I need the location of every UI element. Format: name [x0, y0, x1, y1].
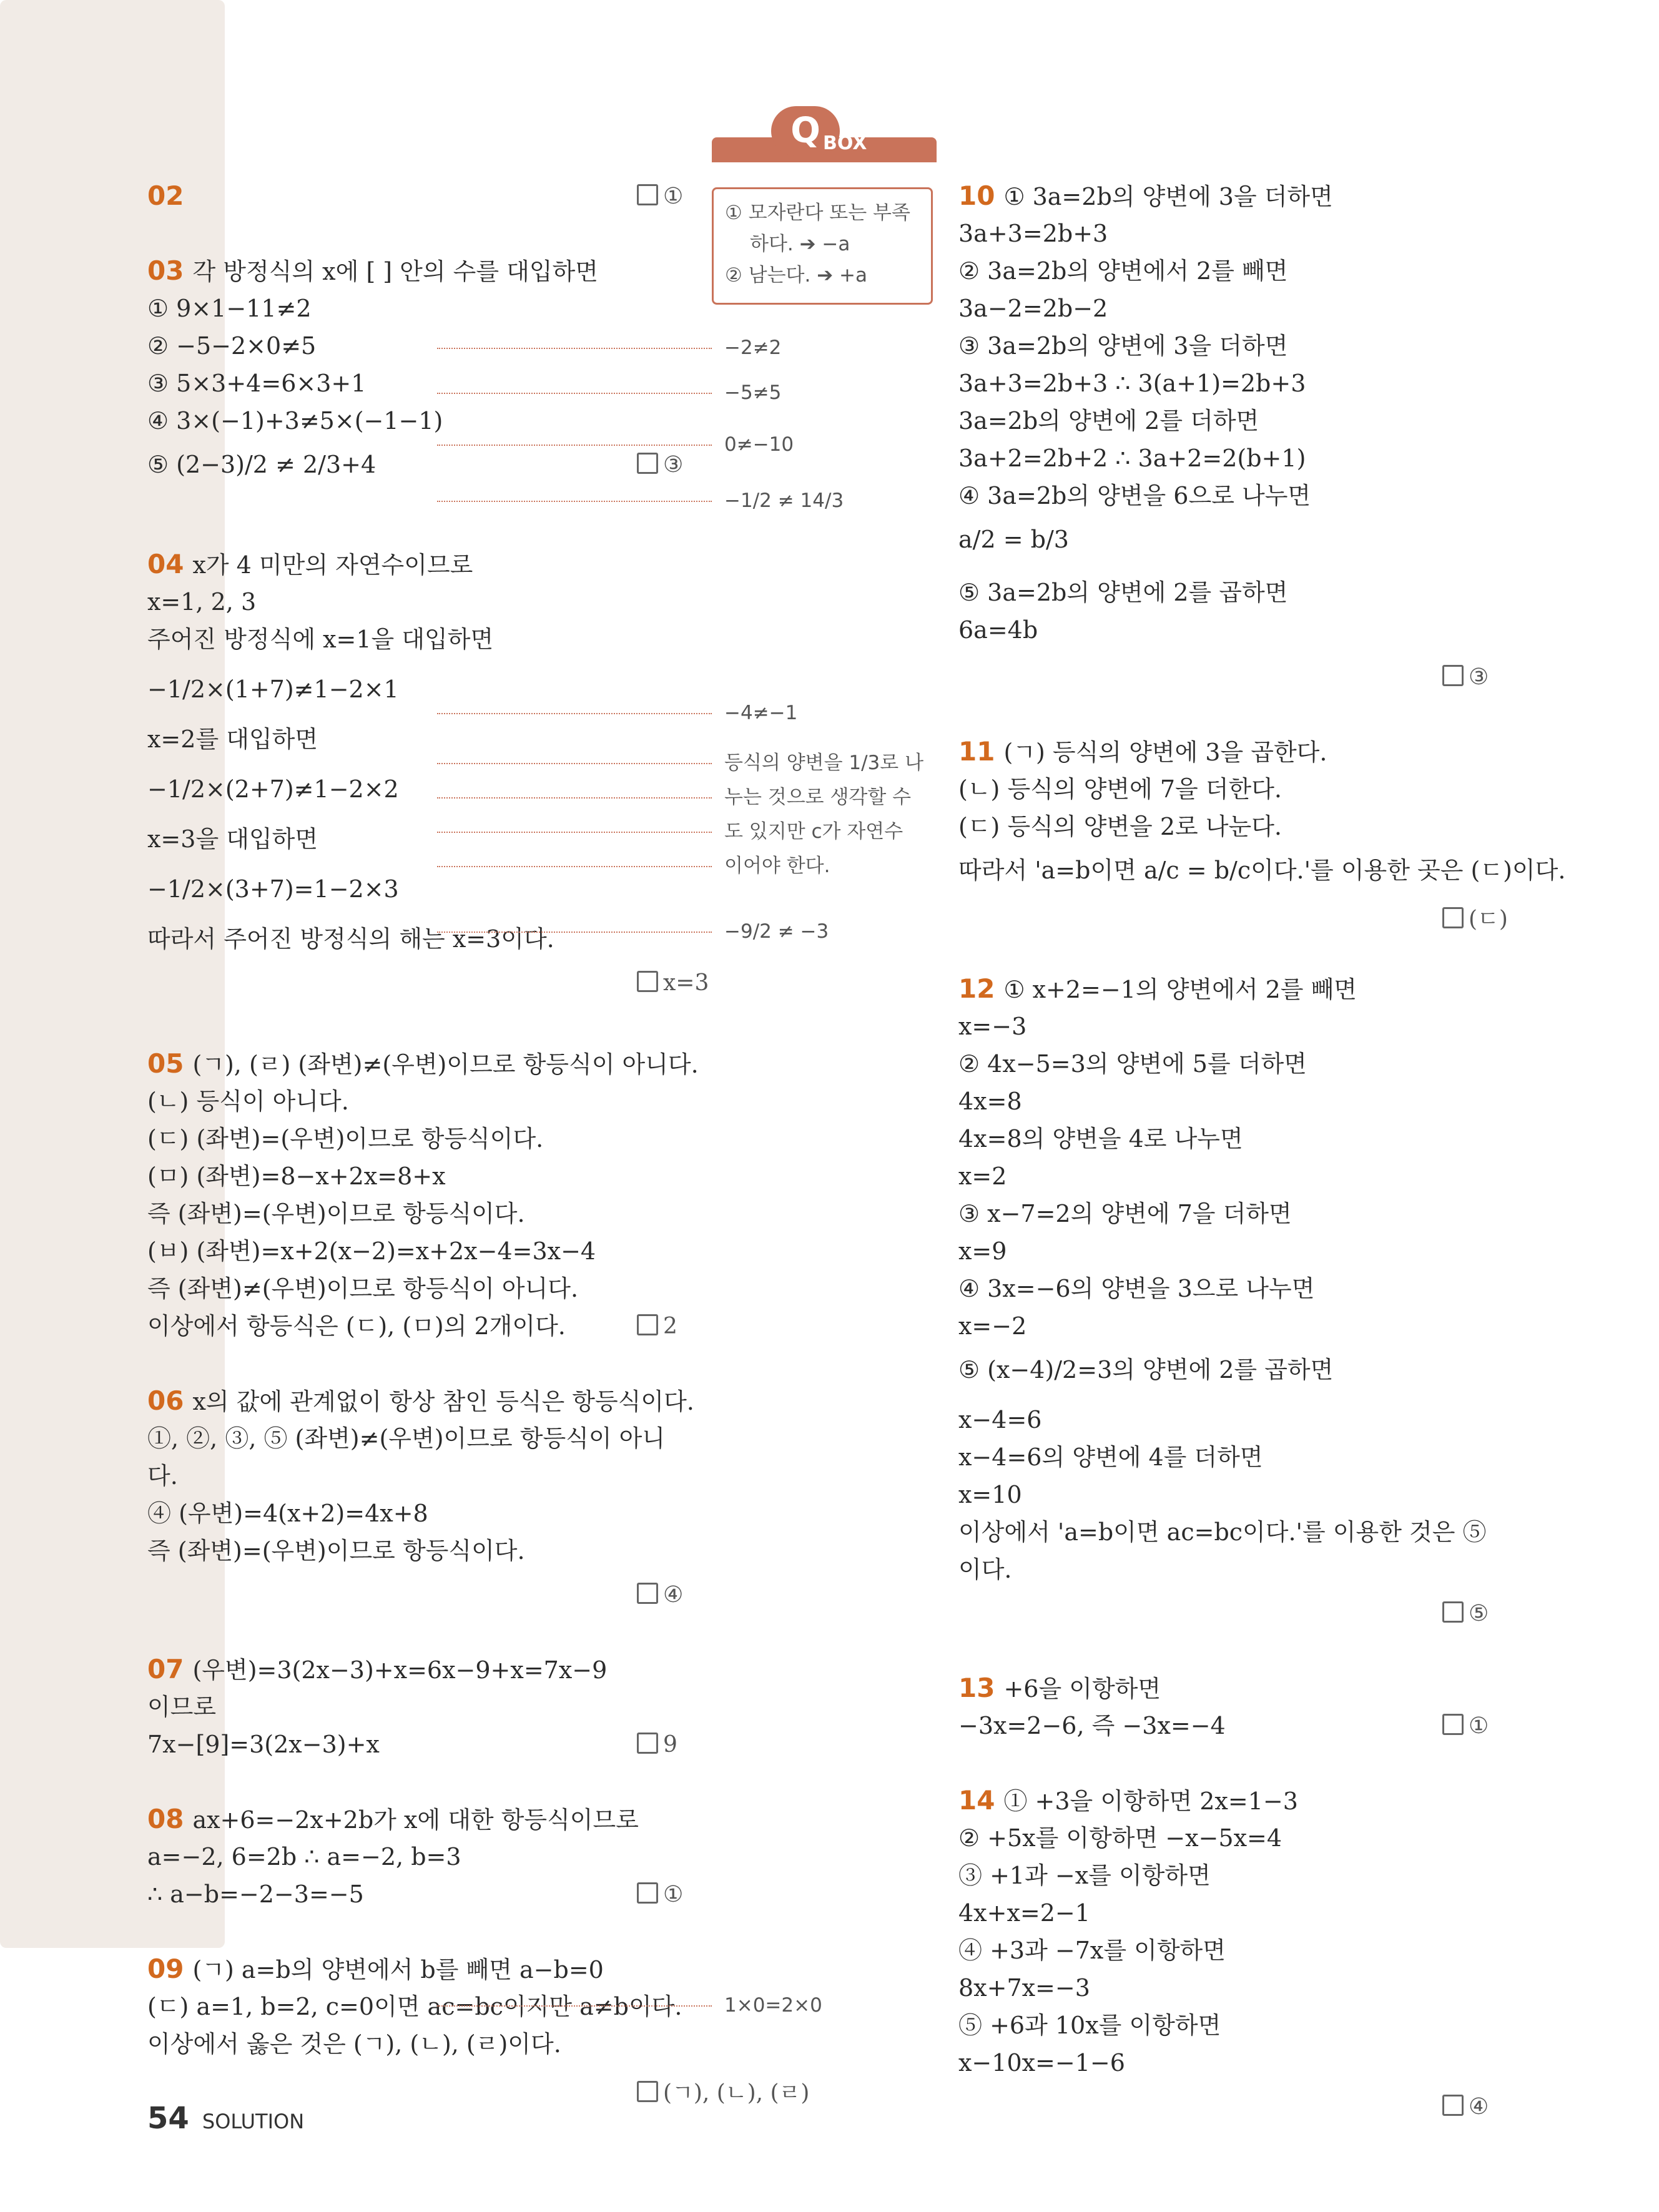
answer-value: ④	[663, 1582, 684, 1608]
left-line	[147, 549, 473, 580]
solution-text: 주어진 방정식에 x=1을 대입하면	[147, 626, 494, 653]
right-line	[958, 368, 1306, 398]
answer-icon	[637, 2081, 658, 2102]
qbox-q-badge: Q	[771, 106, 840, 156]
right-line	[958, 1311, 1026, 1341]
left-line	[147, 1692, 216, 1722]
solution-text: ③ x−7=2의 양변에 7을 더하면	[958, 1200, 1292, 1227]
page-footer	[147, 2101, 304, 2136]
right-line	[958, 1442, 1263, 1472]
left-line	[147, 1274, 578, 1304]
answer-value: 9	[663, 1732, 677, 1757]
right-line	[958, 812, 1282, 842]
solution-text: ⑤ 3a=2b의 양변에 2를 곱하면	[958, 579, 1288, 606]
solution-text: 즉 (좌변)=(우변)이므로 항등식이다.	[147, 1200, 525, 1227]
left-line	[147, 1461, 178, 1491]
left-line	[147, 1498, 428, 1528]
left-line	[147, 774, 399, 804]
footer-label: SOLUTION	[202, 2110, 305, 2133]
left-line	[147, 256, 598, 287]
right-line	[958, 1861, 1211, 1890]
qbox-note: 1×0=2×0	[724, 1994, 822, 2017]
answer-value: ③	[1469, 664, 1489, 690]
right-line	[958, 1517, 1487, 1547]
right-line	[958, 331, 1287, 361]
right-line	[958, 1935, 1226, 1965]
right-line	[958, 181, 1333, 212]
solution-text: 7x−[9]=3(2x−3)+x	[147, 1731, 380, 1758]
solution-text: x=2	[958, 1163, 1007, 1190]
page-number: 54	[147, 2101, 189, 2136]
solution-text: (ㄴ) 등식이 아니다.	[147, 1088, 349, 1115]
right-line	[958, 293, 1108, 323]
problem-number: 11	[958, 736, 995, 767]
right-line	[958, 1786, 1298, 1816]
right-line	[958, 2048, 1125, 2078]
left-line	[147, 1992, 682, 2022]
solution-text: ∴ a−b=−2−3=−5	[147, 1880, 364, 1908]
solution-text: 다.	[147, 1462, 178, 1490]
solution-text: 3a−2=2b−2	[958, 295, 1108, 322]
solution-text: ①, ②, ③, ⑤ (좌변)≠(우변)이므로 항등식이 아니	[147, 1425, 666, 1452]
left-line	[147, 181, 192, 212]
solution-text: ④ 3x=−6의 양변을 3으로 나누면	[958, 1275, 1315, 1302]
answer-value: ①	[663, 184, 684, 209]
right-line	[958, 443, 1306, 473]
solution-text: ④ 3a=2b의 양변을 6으로 나누면	[958, 482, 1311, 509]
solution-text: −1/2×(1+7)≠1−2×1	[147, 676, 399, 703]
leader-dots	[437, 445, 712, 446]
solution-text: x의 값에 관계없이 항상 참인 등식은 항등식이다.	[192, 1388, 694, 1415]
left-line	[147, 874, 399, 904]
left-line	[147, 1536, 525, 1566]
answer-value: ④	[1469, 2094, 1489, 2120]
qbox-note: −9/2 ≠ −3	[724, 920, 829, 943]
left-line	[147, 450, 376, 479]
problem-number: 10	[958, 180, 995, 211]
problem-number: 06	[147, 1385, 184, 1416]
answer-icon	[1442, 1601, 1464, 1623]
solution-text: 이다.	[958, 1556, 1012, 1583]
solution-text: ② 4x−5=3의 양변에 5를 더하면	[958, 1050, 1307, 1078]
right-line	[958, 1480, 1022, 1510]
problem-number: 13	[958, 1673, 995, 1703]
right-line	[958, 1086, 1022, 1116]
problem-number: 14	[958, 1785, 995, 1816]
problem-number: 09	[147, 1954, 184, 1984]
problem-number: 04	[147, 549, 184, 579]
solution-text: x=9	[958, 1237, 1007, 1265]
qbox-note: 누는 것으로 생각할 수	[724, 786, 912, 809]
solution-text: (ㄱ) a=b의 양변에서 b를 빼면 a−b=0	[192, 1956, 604, 1983]
tip-line: ① 모자란다 또는 부족	[725, 202, 910, 224]
right-line	[958, 1124, 1243, 1154]
leader-dots	[437, 501, 712, 502]
solution-text: 이상에서 항등식은 (ㄷ), (ㅁ)의 2개이다.	[147, 1312, 566, 1340]
right-line	[958, 1405, 1041, 1435]
solution-text: a/2 = b/3	[958, 526, 1069, 553]
right-line	[958, 855, 1565, 885]
answer-icon	[637, 1314, 658, 1335]
solution-text: x−4=6	[958, 1406, 1042, 1433]
right-line	[958, 256, 1287, 286]
solution-text: ④ 3×(−1)+3≠5×(−1−1)	[147, 407, 443, 435]
left-line	[147, 824, 318, 854]
qbox-note: −5≠5	[724, 381, 782, 404]
right-line	[958, 774, 1282, 804]
right-line	[958, 1973, 1090, 2003]
answer-value: ①	[1469, 1713, 1489, 1739]
right-line	[958, 1161, 1007, 1191]
right-line	[958, 1355, 1333, 1385]
solution-text: x−4=6의 양변에 4를 더하면	[958, 1443, 1263, 1471]
answer-value: ⑤	[1469, 1601, 1489, 1626]
answer-mark	[637, 452, 683, 478]
solution-text: ① 9×1−11≠2	[147, 295, 312, 322]
answer-value: x=3	[663, 970, 709, 996]
qbox-note: 등식의 양변을 1/3로 나	[724, 752, 924, 774]
left-line	[147, 1049, 699, 1079]
left-line	[147, 293, 312, 323]
answer-icon	[1442, 907, 1464, 928]
right-line	[958, 737, 1327, 767]
problem-number: 07	[147, 1654, 184, 1684]
solution-text: ⑤ (x−4)/2=3의 양변에 2를 곱하면	[958, 1356, 1334, 1384]
answer-icon	[637, 453, 658, 474]
solution-text: x=1, 2, 3	[147, 588, 257, 616]
right-line	[958, 1555, 1012, 1585]
right-line	[958, 481, 1311, 511]
solution-text: 즉 (좌변)=(우변)이므로 항등식이다.	[147, 1537, 525, 1565]
solution-text: 6a=4b	[958, 616, 1038, 644]
right-line	[958, 615, 1038, 645]
solution-text: x−10x=−1−6	[958, 2049, 1125, 2077]
left-line	[147, 1124, 543, 1154]
leader-dots	[437, 713, 712, 714]
solution-text: 따라서 주어진 방정식의 해는 x=3이다.	[147, 925, 554, 953]
qbox-tip	[712, 187, 933, 305]
solution-text: 즉 (좌변)≠(우변)이므로 항등식이 아니다.	[147, 1275, 579, 1302]
solution-text: (ㅁ) (좌변)=8−x+2x=8+x	[147, 1163, 446, 1190]
solution-text: 3a+3=2b+3 ∴ 3(a+1)=2b+3	[958, 370, 1306, 397]
qbox-box-label: BOX	[823, 132, 867, 154]
answer-icon	[637, 1882, 658, 1904]
answer-value: (ㄷ)	[1469, 907, 1508, 932]
solution-text: ① +3을 이항하면 2x=1−3	[1003, 1787, 1298, 1815]
solution-text: (우변)=3(2x−3)+x=6x−9+x=7x−9	[192, 1656, 608, 1684]
solution-text: x=−3	[958, 1013, 1027, 1040]
solution-text: ① 3a=2b의 양변에 3을 더하면	[1003, 183, 1333, 210]
solution-text: (ㄷ) (좌변)=(우변)이므로 항등식이다.	[147, 1125, 544, 1153]
tip-line: ② 남는다. ➔ +a	[725, 264, 867, 287]
left-line	[147, 1386, 694, 1417]
solution-text: x=−2	[958, 1312, 1027, 1340]
problem-number: 08	[147, 1804, 184, 1834]
solution-text: +6을 이항하면	[1003, 1675, 1161, 1703]
solution-text: (ㄷ) 등식의 양변을 2로 나눈다.	[958, 813, 1282, 840]
right-line	[958, 1236, 1007, 1266]
solution-text: x=3을 대입하면	[147, 825, 318, 853]
solution-text: 이므로	[147, 1693, 217, 1721]
answer-mark	[637, 1582, 683, 1608]
right-line	[958, 524, 1069, 554]
left-line	[147, 406, 443, 436]
right-line	[958, 974, 1357, 1005]
leader-dots	[437, 348, 712, 349]
qbox-note: 이어야 한다.	[724, 855, 830, 877]
solution-text: 8x+7x=−3	[958, 1974, 1090, 2002]
solution-text: a=−2, 6=2b ∴ a=−2, b=3	[147, 1843, 461, 1870]
leader-dots	[437, 763, 712, 764]
solution-text: (ㄷ) a=1, b=2, c=0이면 ac=bc이지만 a≠b이다.	[147, 1993, 682, 2020]
leader-dots	[437, 832, 712, 833]
right-line	[958, 1898, 1090, 1928]
leader-dots	[437, 797, 712, 799]
solution-text: 3a+3=2b+3	[958, 220, 1108, 247]
solution-text: 이상에서 'a=b이면 ac=bc이다.'를 이용한 것은 ⑤	[958, 1518, 1487, 1546]
solution-text: −1/2×(3+7)=1−2×3	[147, 875, 399, 903]
problem-number: 12	[958, 973, 995, 1004]
left-line	[147, 1423, 665, 1453]
solution-text: x가 4 미만의 자연수이므로	[192, 551, 473, 579]
solution-text: (ㄱ), (ㄹ) (좌변)≠(우변)이므로 항등식이 아니다.	[192, 1051, 699, 1078]
answer-icon	[1442, 665, 1464, 686]
qbox-note: 도 있지만 c가 자연수	[724, 820, 903, 843]
qbox-header	[712, 106, 937, 162]
answer-mark	[1442, 1601, 1489, 1626]
solution-text: 4x=8	[958, 1088, 1022, 1115]
left-line	[147, 1311, 566, 1341]
answer-mark	[637, 1732, 677, 1757]
answer-mark	[637, 2075, 809, 2107]
left-line	[147, 331, 316, 361]
right-line	[958, 1049, 1307, 1079]
problem-number: 02	[147, 180, 184, 211]
solution-text: ④ (우변)=4(x+2)=4x+8	[147, 1500, 428, 1527]
right-line	[958, 1274, 1314, 1304]
left-line	[147, 1199, 525, 1229]
qbox-note: 0≠−10	[724, 433, 794, 456]
solution-text: 3a=2b의 양변에 2를 더하면	[958, 407, 1259, 435]
right-line	[958, 1823, 1282, 1853]
solution-text: x=10	[958, 1481, 1022, 1508]
answer-icon	[1442, 2095, 1464, 2116]
right-line	[958, 219, 1108, 248]
problem-number: 03	[147, 255, 184, 286]
right-line	[958, 578, 1287, 607]
answer-mark	[637, 970, 709, 996]
answer-mark	[637, 1882, 683, 1907]
left-line	[147, 1804, 639, 1835]
answer-value: ③	[663, 452, 684, 478]
leader-dots	[437, 393, 712, 394]
leader-dots	[437, 866, 712, 867]
solution-text: (ㅂ) (좌변)=x+2(x−2)=x+2x−4=3x−4	[147, 1237, 596, 1265]
left-line	[147, 1729, 380, 1759]
solution-text: ③ 3a=2b의 양변에 3을 더하면	[958, 332, 1288, 360]
problem-number: 05	[147, 1048, 184, 1079]
solution-text: 따라서 'a=b이면 a/c = b/c이다.'를 이용한 곳은 (ㄷ)이다.	[958, 857, 1566, 884]
solution-text: −3x=2−6, 즉 −3x=−4	[958, 1712, 1226, 1739]
answer-value: (ㄱ), (ㄴ), (ㄹ)	[663, 2080, 810, 2106]
solution-text: ③ +1과 −x를 이항하면	[958, 1862, 1211, 1889]
answer-mark	[637, 1314, 677, 1339]
solution-text: ③ 5×3+4=6×3+1	[147, 370, 367, 397]
qbox-note: −1/2 ≠ 14/3	[724, 489, 844, 512]
solution-text: ② −5−2×0≠5	[147, 332, 317, 360]
left-line	[147, 1654, 607, 1685]
left-line	[147, 924, 554, 954]
solution-text: ④ +3과 −7x를 이항하면	[958, 1937, 1226, 1964]
answer-icon	[1442, 1714, 1464, 1735]
answer-mark	[1442, 902, 1508, 933]
answer-icon	[637, 1733, 658, 1754]
solution-text: ax+6=−2x+2b가 x에 대한 항등식이므로	[192, 1806, 639, 1834]
answer-icon	[637, 1583, 658, 1604]
solution-text: ② 3a=2b의 양변에서 2를 빼면	[958, 257, 1288, 285]
leader-dots	[437, 2005, 712, 2007]
right-line	[958, 406, 1259, 436]
solution-text: ⑤ +6과 10x를 이항하면	[958, 2012, 1221, 2039]
leader-dots	[437, 931, 712, 933]
solution-text: (ㄱ) 등식의 양변에 3을 곱한다.	[1003, 739, 1327, 766]
right-line	[958, 1673, 1161, 1704]
solution-text: 각 방정식의 x에 [ ] 안의 수를 대입하면	[192, 258, 599, 285]
left-line	[147, 587, 256, 617]
solution-text: ⑤ (2−3)/2 ≠ 2/3+4	[147, 451, 377, 478]
answer-mark	[1442, 2094, 1489, 2120]
left-line	[147, 724, 318, 754]
answer-icon	[637, 971, 658, 992]
qbox-note: −4≠−1	[724, 702, 798, 724]
left-line	[147, 368, 366, 398]
answer-value: ①	[663, 1882, 684, 1907]
solution-text: 4x=8의 양변을 4로 나누면	[958, 1125, 1243, 1153]
answer-mark	[1442, 1713, 1489, 1739]
left-line	[147, 2029, 561, 2059]
solution-text: 3a+2=2b+2 ∴ 3a+2=2(b+1)	[958, 445, 1306, 472]
left-line	[147, 1161, 446, 1191]
solution-text: ① x+2=−1의 양변에서 2를 빼면	[1003, 976, 1357, 1003]
tip-line: 하다. ➔ −a	[750, 233, 850, 255]
left-line	[147, 1086, 349, 1116]
left-line	[147, 1842, 461, 1872]
right-line	[958, 2010, 1221, 2040]
right-line	[958, 1011, 1026, 1041]
solution-text: 4x+x=2−1	[958, 1899, 1090, 1927]
solution-text: (ㄴ) 등식의 양변에 7을 더한다.	[958, 775, 1282, 803]
qbox-note: −2≠2	[724, 337, 782, 359]
answer-value: 2	[663, 1314, 677, 1339]
left-line	[147, 1879, 364, 1909]
right-line	[958, 1199, 1292, 1229]
solution-text: x=2를 대입하면	[147, 725, 318, 753]
solution-text: 이상에서 옳은 것은 (ㄱ), (ㄴ), (ㄹ)이다.	[147, 2030, 561, 2058]
left-line	[147, 1236, 596, 1266]
right-line	[958, 1711, 1226, 1741]
answer-mark	[637, 184, 683, 209]
solution-text: ② +5x를 이항하면 −x−5x=4	[958, 1824, 1282, 1852]
answer-icon	[637, 184, 658, 205]
left-line	[147, 1954, 604, 1985]
solution-text: −1/2×(2+7)≠1−2×2	[147, 775, 399, 803]
left-line	[147, 624, 493, 654]
answer-mark	[1442, 664, 1489, 690]
left-line	[147, 674, 399, 704]
